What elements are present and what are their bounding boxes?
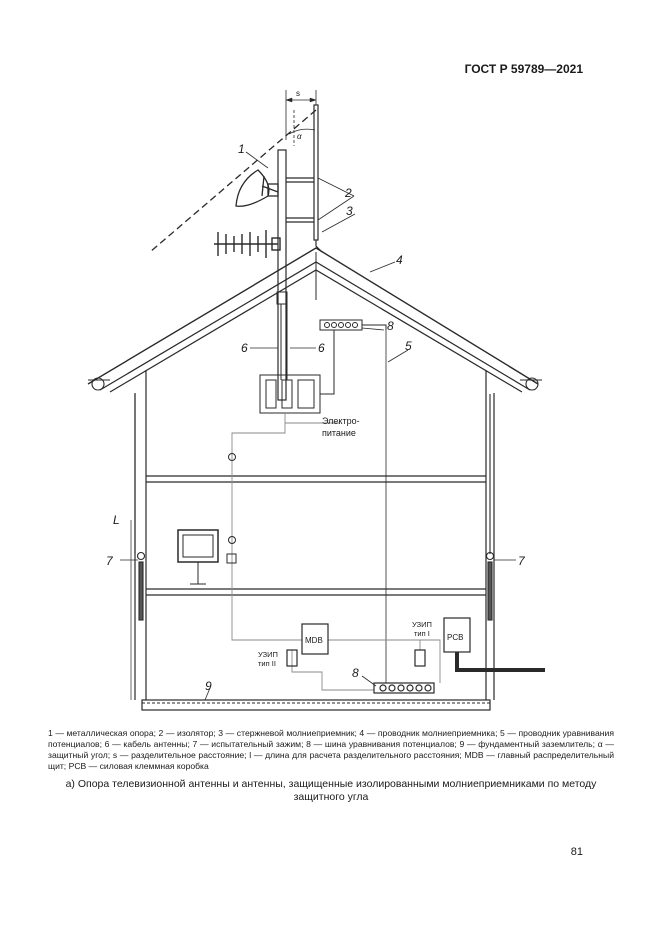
callout-7-left: 7: [106, 554, 113, 568]
callout-6-left: 6: [241, 341, 248, 355]
uzip2-label-2: тип II: [258, 659, 276, 668]
metal-mast: [278, 150, 286, 400]
satellite-dish: [236, 170, 269, 206]
power-label-2: питание: [322, 428, 356, 438]
roof-outline: [88, 248, 538, 384]
callout-6-right: 6: [318, 341, 325, 355]
callout-5: 5: [405, 339, 412, 353]
callout-9: 9: [205, 679, 212, 693]
pcb-label: PCB: [447, 633, 464, 642]
protection-angle-line: [150, 110, 316, 252]
angle-label: α: [297, 132, 302, 141]
dim-s-label: s: [296, 89, 300, 98]
page-number: 81: [570, 846, 583, 858]
figure-caption: а) Опора телевизионной антенны и антенны, защищенные изолированными молниеприемниками по методу защитного угла: [65, 778, 597, 803]
uzip2-label-1: УЗИП: [258, 650, 278, 659]
uzip1-label-1: УЗИП: [412, 620, 432, 629]
callout-3: 3: [346, 204, 353, 218]
callout-4: 4: [396, 253, 403, 267]
antenna-spd-box: [260, 375, 320, 413]
bonding-bar-upper: [320, 320, 362, 330]
tv-socket: [227, 554, 236, 563]
power-line: [232, 413, 302, 640]
air-terminal-rod: [314, 105, 318, 240]
test-joint-left: [138, 553, 145, 560]
foundation: [142, 700, 490, 710]
insulator-upper: [286, 178, 314, 182]
floor-upper: [146, 476, 486, 482]
uzip1-label-2: тип I: [414, 629, 430, 638]
power-cable: [457, 652, 545, 670]
length-l-label: L: [113, 513, 120, 527]
callout-8-lower: 8: [352, 666, 359, 680]
callout-8-upper: 8: [387, 319, 394, 333]
figure-legend: 1 — металлическая опора; 2 — изолятор; 3 — стержневой молниеприемник; 4 — проводник молниеприемника; 5 — проводник уравнивания потенциалов; 6 — кабель антенны; 7 — испытательный зажим; 8 — шина уравнивания потенциалов; 9 — фундаментный заземлитель; α — защитный угол; s — разделительное расстояние; l — длина для расчета разделительного расстояния; MDB — главный распределительный щит; PCB — силовая клеммная коробка: [48, 728, 614, 771]
power-label-1: Электро-: [322, 416, 360, 426]
callout-2: 2: [345, 186, 352, 200]
insulator-lower: [286, 218, 314, 222]
callout-7-right: 7: [518, 554, 525, 568]
floor-lower: [146, 589, 486, 595]
callout-1: 1: [238, 142, 245, 156]
spd-type-1: [415, 650, 425, 666]
roof-inner: [100, 262, 530, 390]
standard-header: ГОСТ Р 59789—2021: [464, 62, 583, 76]
mdb-label: MDB: [305, 636, 323, 645]
